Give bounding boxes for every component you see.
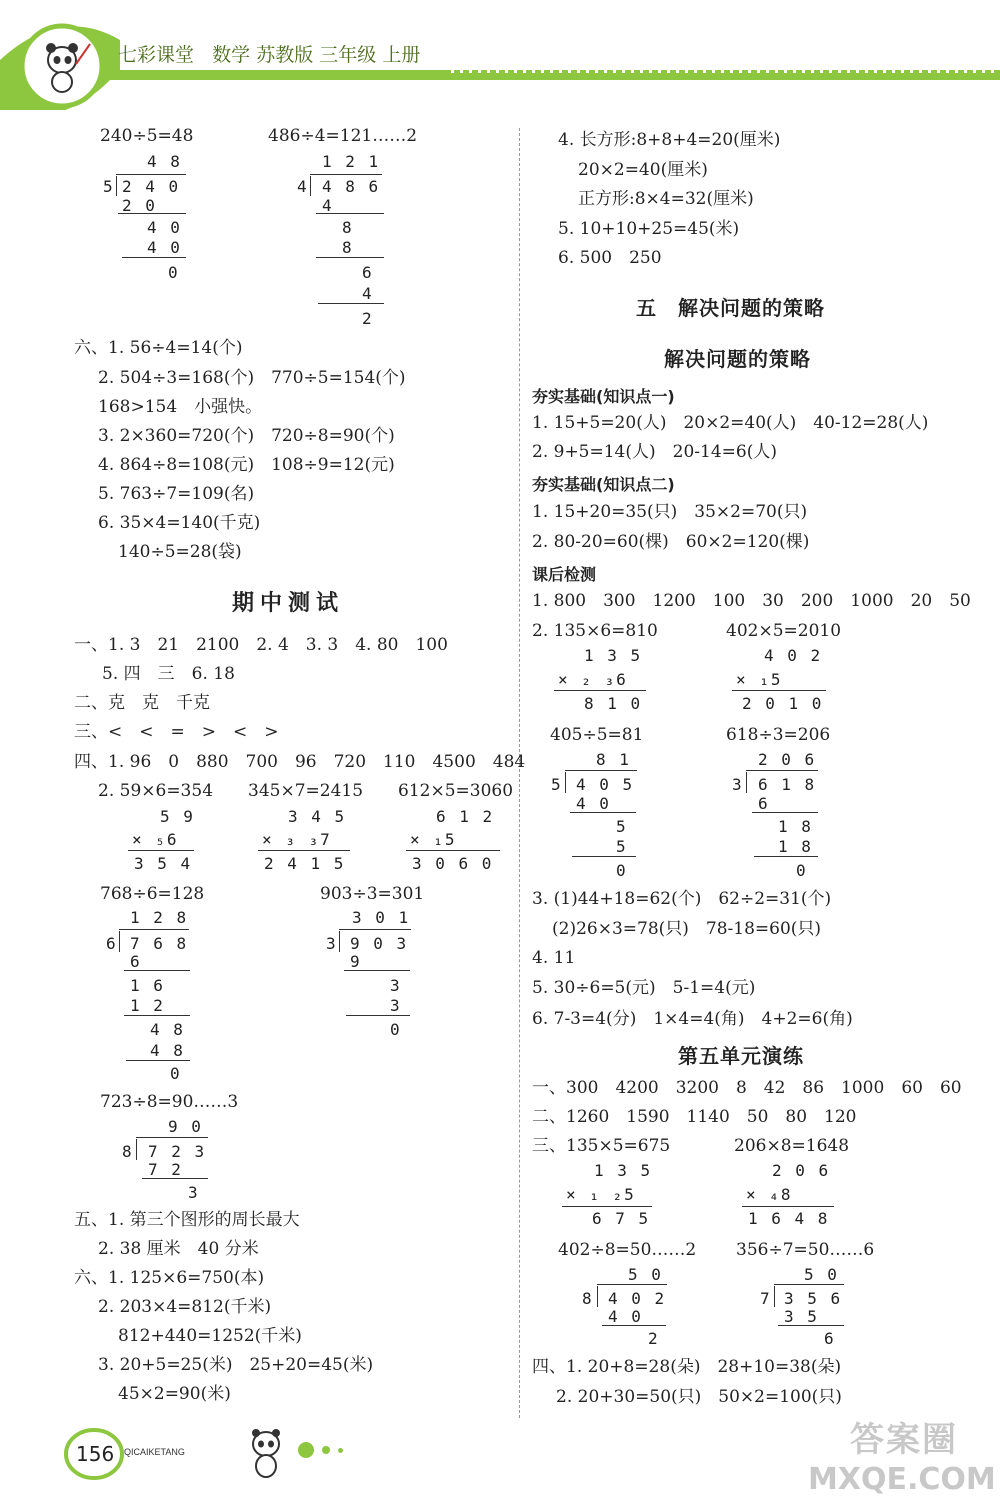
step: 5 [616,837,628,856]
quotient: 4 8 [147,152,182,171]
remainder: 0 [796,861,808,880]
answer-line: 206×8=1648 [734,1136,850,1156]
header-term: 上册 [382,44,421,66]
remainder: 0 [616,861,628,880]
step: 4 [362,284,374,303]
quotient: 1 2 1 [322,152,381,171]
equation: 768÷6=128 [100,884,205,904]
answer-line: 2. 80-20=60(棵) 60×2=120(棵) [532,532,810,552]
step: 1 2 [130,996,165,1015]
product: 2 0 1 0 [742,694,824,713]
step: 1 8 [778,817,813,836]
dividend: 4 8 6 [322,177,381,196]
quotient: 1 2 8 [130,908,189,927]
divisor: 8 [582,1289,594,1308]
quotient: 5 0 [628,1265,663,1284]
remainder: 0 [168,263,180,282]
answer-line: 6. 500 250 [558,248,662,268]
factor: × ₂ ₃6 [558,670,628,689]
answer-line: 2. 135×6=810 [532,621,658,641]
watermark: MXQE.COM [808,1462,996,1497]
product: 6 7 5 [592,1209,651,1228]
factor: 5 9 [160,807,195,826]
answer-line: (2)26×3=78(只) 78-18=60(只) [552,919,822,939]
header-edition: 苏教版 [256,44,314,66]
lesson-title: 解决问题的策略 [664,347,811,371]
answer-line: 六、1. 125×6=750(本) [74,1268,265,1288]
step: 4 0 [608,1307,643,1326]
dividend: 2 4 0 [122,177,181,196]
equation: 405÷5=81 [550,725,644,745]
answer-line: 2. 504÷3=168(个) 770÷5=154(个) [98,368,406,388]
step: 4 0 [147,238,182,257]
remainder: 2 [362,309,374,328]
step: 4 [322,196,334,215]
product: 1 6 4 8 [748,1209,830,1228]
answer-line: 1. 800 300 1200 100 30 200 1000 20 50 [532,591,971,611]
step: 4 8 [150,1041,185,1060]
remainder: 0 [390,1020,402,1039]
divisor: 4 [297,177,309,196]
dividend: 9 0 3 [350,934,409,953]
equation: 723÷8=90……3 [100,1092,239,1112]
product: 2 4 1 5 [264,854,346,873]
column-divider [519,128,520,1418]
answer-line: 正方形:8×4=32(厘米) [578,189,754,209]
answer-line: 三、135×5=675 [532,1136,671,1156]
answer-line: 2. 38 厘米 40 分米 [98,1239,259,1259]
header-grade: 三年级 [319,44,377,66]
divisor: 5 [551,775,563,794]
equation: 903÷3=301 [320,884,425,904]
answer-line: 6. 7-3=4(分) 1×4=4(角) 4+2=6(角) [532,1009,853,1029]
answer-line: 402×5=2010 [726,621,842,641]
answer-line: 一、1. 3 21 2100 2. 4 3. 3 4. 80 100 [74,635,448,655]
product: 8 1 0 [584,694,643,713]
factor: × ₁ ₂5 [566,1185,636,1204]
answer-line: 五、1. 第三个图形的周长最大 [74,1210,300,1230]
answer-line: 四、1. 96 0 880 700 96 720 110 4500 484 [74,752,526,772]
factor: × ₁5 [736,670,783,689]
answer-line: 812+440=1252(千米) [118,1326,302,1346]
answer-line: 5. 四 三 6. 18 [102,664,235,684]
factor: 6 1 2 [436,807,495,826]
dividend: 7 2 3 [148,1142,207,1161]
factor: 2 0 6 [772,1161,831,1180]
factor: × ₁5 [410,830,457,849]
step: 8 [342,238,354,257]
step: 3 [390,976,402,995]
section-title: 第五单元演练 [678,1044,804,1068]
answer-line: 4. 长方形:8+8+4=20(厘米) [558,130,781,150]
answer-line: 2. 59×6=354 [98,781,214,801]
factor: 1 3 5 [594,1161,653,1180]
step: 9 [350,952,362,971]
header-book: 七彩课堂 [118,44,195,66]
step: 4 0 [576,794,611,813]
answer-line: 二、1260 1590 1140 50 80 120 [532,1107,857,1127]
product: 3 5 4 [134,854,193,873]
answer-line: 5. 10+10+25=45(米) [558,219,740,239]
step: 3 5 [784,1307,819,1326]
answer-line: 2. 203×4=812(千米) [98,1297,272,1317]
step: 3 [390,996,402,1015]
equation: 618÷3=206 [726,725,831,745]
answer-line: 2. 20+30=50(只) 50×2=100(只) [556,1387,842,1407]
divisor: 8 [122,1142,134,1161]
answer-line: 5. 30÷6=5(元) 5-1=4(元) [532,978,756,998]
answer-line: 5. 763÷7=109(名) [98,484,255,504]
equation: 240÷5=48 [100,126,194,146]
dividend: 3 5 6 [784,1289,843,1308]
answer-line: 20×2=40(厘米) [578,160,708,180]
quotient: 8 1 [596,750,631,769]
answer-line: 345×7=2415 [248,781,364,801]
step: 7 2 [148,1160,183,1179]
dividend: 7 6 8 [130,934,189,953]
step: 1 8 [778,837,813,856]
answer-line: 三、< < = > < > [74,722,279,742]
product: 3 0 6 0 [412,854,494,873]
step: 8 [342,218,354,237]
factor: × ₅6 [132,830,179,849]
equation: 356÷7=50……6 [736,1240,875,1260]
factor: 1 3 5 [584,646,643,665]
step: 6 [758,794,770,813]
answer-line: 2. 9+5=14(人) 20-14=6(人) [532,442,777,462]
equation: 486÷4=121……2 [268,126,418,146]
step: 2 0 [122,196,157,215]
divisor: 3 [732,775,744,794]
unit-title: 五 解决问题的策略 [636,296,825,320]
answer-line: 二、克 克 千克 [74,693,210,713]
footer-brand: QICAIKETANG [124,1447,185,1457]
remainder: 6 [824,1329,836,1348]
divisor: 7 [760,1289,772,1308]
factor: × ₃ ₃7 [262,830,332,849]
factor: × ₄8 [746,1185,793,1204]
remainder: 3 [188,1183,200,1202]
quotient: 9 0 [168,1117,203,1136]
divisor: 3 [326,934,338,953]
divisor: 6 [106,934,118,953]
step: 1 6 [130,976,165,995]
answer-line: 六、1. 56÷4=14(个) [74,338,243,358]
remainder: 2 [648,1329,660,1348]
step: 4 0 [147,218,182,237]
subsection-title: 夯实基础(知识点一) [532,387,675,406]
quotient: 3 0 1 [352,908,411,927]
answer-line: 45×2=90(米) [118,1384,231,1404]
answer-line: 3. 20+5=25(米) 25+20=45(米) [98,1355,374,1375]
dividend: 4 0 2 [608,1289,667,1308]
quotient: 2 0 6 [758,750,817,769]
factor: 3 4 5 [288,807,347,826]
answer-line: 6. 35×4=140(千克) [98,513,261,533]
answer-line: 一、300 4200 3200 8 42 86 1000 60 60 [532,1078,962,1098]
mascot-icon [242,1424,292,1480]
answer-line: 四、1. 20+8=28(朵) 28+10=38(朵) [532,1357,842,1377]
section-title: 期中测试 [232,591,345,616]
header-subject: 数学 [212,44,251,66]
answer-line: 4. 864÷8=108(元) 108÷9=12(元) [98,455,395,475]
answer-line: 3. (1)44+18=62(个) 62÷2=31(个) [532,889,832,909]
answer-line: 1. 15+20=35(只) 35×2=70(只) [532,502,808,522]
answer-line: 4. 11 [532,948,576,968]
answer-line: 3. 2×360=720(个) 720÷8=90(个) [98,426,395,446]
watermark-cn: 答案圈 [850,1420,958,1460]
answer-line: 140÷5=28(袋) [118,542,242,562]
step: 4 8 [150,1020,185,1039]
equation: 402÷8=50……2 [558,1240,697,1260]
factor: 4 0 2 [764,646,823,665]
dividend: 4 0 5 [576,775,635,794]
subsection-title: 课后检测 [532,565,597,584]
subsection-title: 夯实基础(知识点二) [532,475,675,494]
quotient: 5 0 [804,1265,839,1284]
step: 6 [362,263,374,282]
step: 5 [616,817,628,836]
answer-line: 1. 15+5=20(人) 20×2=40(人) 40-12=28(人) [532,413,929,433]
dividend: 6 1 8 [758,775,817,794]
answer-line: 612×5=3060 [398,781,514,801]
remainder: 0 [170,1064,182,1083]
panda-mascot-icon [32,34,96,98]
answer-line: 168>154 小强快。 [98,397,263,417]
step: 6 [130,952,142,971]
page-number: 156 [76,1442,115,1466]
divisor: 5 [103,177,115,196]
